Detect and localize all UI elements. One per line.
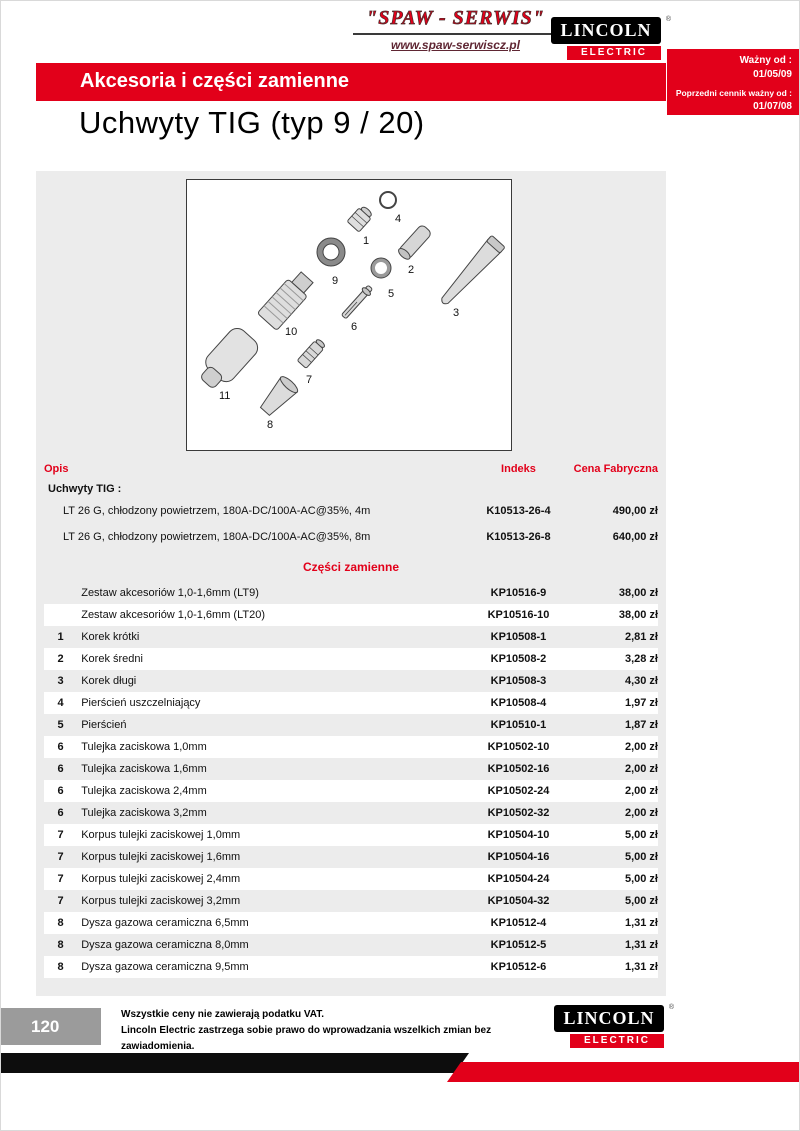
part-description: Zestaw akcesoriów 1,0-1,6mm (LT9) (81, 587, 259, 599)
diagram-label-9: 9 (332, 275, 339, 287)
diagram-label-10: 10 (285, 326, 298, 338)
col-header-indeks: Indeks (501, 463, 536, 475)
col-header-cena: Cena Fabryczna (573, 463, 658, 475)
part-index: KP10508-2 (490, 653, 547, 665)
diagram-label-11: 11 (219, 390, 231, 402)
part-index: KP10512-5 (490, 939, 547, 951)
table-row (44, 868, 658, 890)
diagram-label-7: 7 (306, 374, 313, 386)
content-panel (36, 171, 666, 996)
torch-description: LT 26 G, chłodzony powietrzem, 180A-DC/100A-AC@35%, 4m (63, 505, 371, 517)
disclaimer-note: Lincoln Electric zastrzega sobie prawo do wprowadzania wszelkich zmian bez zawiadomienia. (121, 1025, 492, 1052)
part-number: 5 (57, 719, 64, 731)
electric-wordmark: ELECTRIC (567, 46, 661, 60)
section-title-czesci-zamienne: Części zamienne (302, 560, 400, 574)
part-number: 6 (57, 741, 64, 753)
footer-stripe-red (447, 1062, 800, 1082)
part-description: Dysza gazowa ceramiczna 8,0mm (81, 939, 249, 951)
part-description: Tulejka zaciskowa 1,0mm (81, 741, 207, 753)
part-price: 38,00 zł (618, 609, 658, 621)
diagram-part-5 (371, 258, 391, 278)
table-row (44, 498, 658, 524)
footer-stripe-black (1, 1053, 469, 1073)
part-description: Pierścień uszczelniający (81, 697, 201, 709)
table-row (44, 890, 658, 912)
part-number: 2 (57, 653, 64, 665)
part-description: Dysza gazowa ceramiczna 9,5mm (81, 961, 249, 973)
part-description: Korek długi (81, 675, 137, 687)
part-number: 8 (57, 917, 64, 929)
footer-notes (121, 1007, 551, 1055)
vat-note: Wszystkie ceny nie zawierają podatku VAT. (121, 1009, 325, 1020)
table-row (44, 956, 658, 978)
part-price: 2,81 zł (624, 631, 658, 643)
valid-from-date: 01/05/09 (753, 69, 792, 80)
page-number: 120 (1, 1008, 101, 1045)
diagram-part-10 (257, 269, 316, 331)
part-price: 38,00 zł (618, 587, 658, 599)
diagram-part-3 (436, 235, 505, 309)
part-description: Tulejka zaciskowa 2,4mm (81, 785, 207, 797)
table-row (44, 714, 658, 736)
part-number: 7 (57, 873, 64, 885)
part-price: 1,97 zł (624, 697, 658, 709)
diagram-part-8 (257, 374, 300, 418)
part-index: KP10504-32 (487, 895, 550, 907)
section-banner: Akcesoria i części zamienne (36, 63, 666, 101)
diagram-label-4: 4 (395, 213, 402, 225)
spaw-serwis-logo (353, 7, 558, 52)
part-price: 2,00 zł (624, 785, 658, 797)
part-number: 8 (57, 939, 64, 951)
tig-torch-diagram (187, 180, 511, 450)
exploded-diagram (186, 179, 512, 451)
diagram-label-8: 8 (267, 419, 274, 431)
part-number: 8 (57, 961, 64, 973)
part-price: 2,00 zł (624, 807, 658, 819)
previous-pricelist-date: 01/07/08 (753, 101, 792, 112)
part-price: 2,00 zł (624, 763, 658, 775)
table-row (44, 604, 658, 626)
part-price: 5,00 zł (624, 873, 658, 885)
part-number: 6 (57, 785, 64, 797)
table-row (44, 846, 658, 868)
diagram-part-6 (340, 284, 374, 320)
part-description: Tulejka zaciskowa 1,6mm (81, 763, 207, 775)
part-price: 5,00 zł (624, 829, 658, 841)
part-index: KP10516-10 (487, 609, 550, 621)
part-number: 3 (57, 675, 64, 687)
table-row (44, 780, 658, 802)
diagram-label-6: 6 (351, 321, 358, 333)
torch-description: LT 26 G, chłodzony powietrzem, 180A-DC/100A-AC@35%, 8m (63, 531, 371, 543)
lincoln-wordmark: LINCOLN (554, 1005, 664, 1032)
part-index: KP10510-1 (490, 719, 547, 731)
part-index: KP10504-16 (487, 851, 550, 863)
col-header-opis: Opis (44, 463, 69, 475)
part-rows (44, 582, 658, 978)
electric-wordmark: ELECTRIC (570, 1034, 664, 1048)
part-price: 1,87 zł (624, 719, 658, 731)
part-description: Korpus tulejki zaciskowej 2,4mm (81, 873, 241, 885)
table-row (44, 670, 658, 692)
diagram-label-5: 5 (388, 288, 395, 300)
registered-trademark-icon: ® (668, 1004, 674, 1011)
part-index: KP10508-4 (490, 697, 547, 709)
torch-index: K10513-26-8 (486, 531, 551, 543)
table-row (44, 758, 658, 780)
part-number: 7 (57, 851, 64, 863)
table-row (44, 626, 658, 648)
part-number: 6 (57, 807, 64, 819)
diagram-part-2 (397, 224, 432, 261)
torch-index: K10513-26-4 (486, 505, 551, 517)
part-index: KP10508-3 (490, 675, 547, 687)
part-price: 4,30 zł (624, 675, 658, 687)
part-number: 1 (57, 631, 64, 643)
part-index: KP10502-32 (487, 807, 550, 819)
part-index: KP10504-10 (487, 829, 550, 841)
diagram-part-4 (380, 192, 396, 208)
registered-trademark-icon: ® (665, 16, 671, 23)
lincoln-electric-logo (554, 1004, 674, 1048)
part-index: KP10502-10 (487, 741, 550, 753)
part-description: Tulejka zaciskowa 3,2mm (81, 807, 207, 819)
part-description: Zestaw akcesoriów 1,0-1,6mm (LT20) (81, 609, 266, 621)
lincoln-wordmark: LINCOLN (551, 17, 661, 44)
part-number: 6 (57, 763, 64, 775)
part-number (44, 604, 77, 626)
part-index: KP10516-9 (490, 587, 547, 599)
table-row (44, 802, 658, 824)
part-index: KP10502-16 (487, 763, 550, 775)
part-description: Korek średni (81, 653, 143, 665)
diagram-label-3: 3 (453, 307, 460, 319)
part-number (44, 582, 77, 604)
part-number: 7 (57, 895, 64, 907)
torch-rows (44, 498, 658, 550)
part-description: Korek krótki (81, 631, 140, 643)
diagram-part-1 (347, 204, 374, 232)
diagram-part-7 (297, 338, 326, 369)
parts-table (44, 463, 658, 978)
diagram-label-1: 1 (363, 235, 370, 247)
part-description: Korpus tulejki zaciskowej 1,6mm (81, 851, 241, 863)
part-number: 7 (57, 829, 64, 841)
validity-box (667, 49, 799, 115)
table-row (44, 824, 658, 846)
part-price: 1,31 zł (624, 917, 658, 929)
website-link[interactable]: www.spaw-serwiscz.pl (391, 38, 520, 52)
diagram-part-11 (194, 324, 262, 394)
page-title: Uchwyty TIG (typ 9 / 20) (79, 105, 425, 140)
part-price: 5,00 zł (624, 851, 658, 863)
table-row (44, 736, 658, 758)
part-price: 3,28 zł (624, 653, 658, 665)
part-price: 1,31 zł (624, 961, 658, 973)
part-description: Pierścień (81, 719, 127, 731)
part-index: KP10512-6 (490, 961, 547, 973)
table-row (44, 582, 658, 604)
lincoln-electric-logo (551, 16, 671, 60)
part-price: 1,31 zł (624, 939, 658, 951)
part-index: KP10504-24 (487, 873, 550, 885)
spaw-serwis-wordmark: "SPAW - SERWIS" (353, 7, 558, 35)
part-index: KP10508-1 (490, 631, 547, 643)
part-index: KP10512-4 (490, 917, 547, 929)
previous-pricelist-label: Poprzedni cennik ważny od : (675, 88, 792, 98)
part-index: KP10502-24 (487, 785, 550, 797)
part-description: Dysza gazowa ceramiczna 6,5mm (81, 917, 249, 929)
diagram-label-2: 2 (408, 264, 415, 276)
section-title-uchwyty-tig: Uchwyty TIG : (48, 483, 122, 495)
part-description: Korpus tulejki zaciskowej 1,0mm (81, 829, 241, 841)
diagram-part-9 (317, 238, 345, 266)
valid-from-label: Ważny od : (739, 55, 792, 66)
table-row (44, 934, 658, 956)
table-row (44, 912, 658, 934)
table-row (44, 692, 658, 714)
table-row (44, 648, 658, 670)
part-description: Korpus tulejki zaciskowej 3,2mm (81, 895, 241, 907)
part-price: 5,00 zł (624, 895, 658, 907)
part-price: 2,00 zł (624, 741, 658, 753)
torch-price: 490,00 zł (612, 505, 658, 517)
table-row (44, 524, 658, 550)
torch-price: 640,00 zł (612, 531, 658, 543)
part-number: 4 (57, 697, 64, 709)
